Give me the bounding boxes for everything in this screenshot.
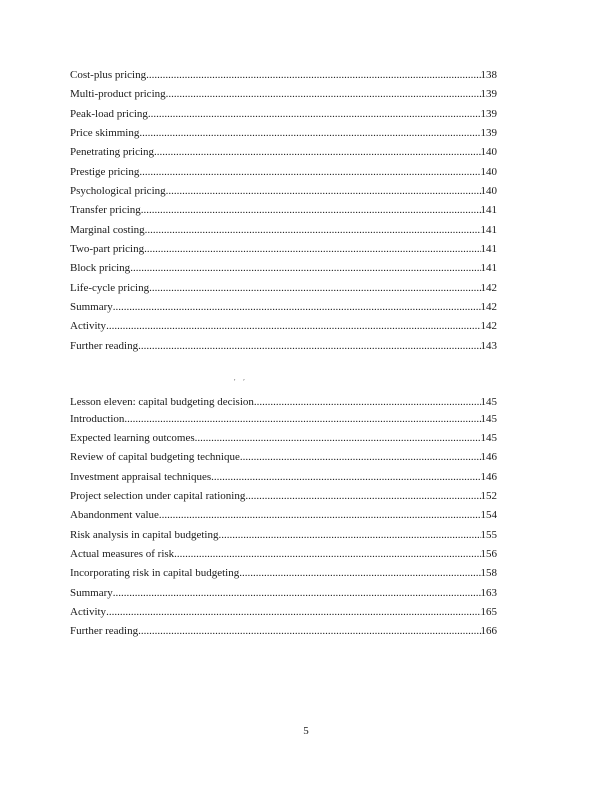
toc-entry-page-number: 139 bbox=[480, 107, 497, 120]
toc-entry-label: Transfer pricing bbox=[70, 204, 141, 217]
toc-entry-page-number: 143 bbox=[480, 339, 497, 352]
dot-leader bbox=[106, 603, 480, 622]
toc-entry bbox=[70, 66, 497, 85]
dot-leader bbox=[154, 143, 480, 162]
toc-entry bbox=[70, 337, 497, 356]
page-number: 5 bbox=[303, 725, 309, 737]
toc-entry bbox=[70, 545, 497, 564]
toc-entry-page-number: 154 bbox=[480, 509, 497, 522]
toc-entry-label: Penetrating pricing bbox=[70, 146, 155, 159]
toc-entry-page-number: 139 bbox=[480, 88, 497, 101]
toc-entry bbox=[70, 410, 497, 429]
toc-entry-label: Abandonment value bbox=[70, 509, 159, 522]
toc-entry-page-number: 141 bbox=[480, 243, 497, 256]
table-of-contents bbox=[70, 66, 497, 642]
dot-leader bbox=[166, 85, 481, 104]
toc-entry-page-number: 158 bbox=[480, 567, 497, 580]
dot-leader bbox=[130, 259, 480, 278]
toc-section-2 bbox=[70, 395, 497, 642]
toc-entry bbox=[70, 448, 497, 467]
toc-entry-label: Lesson eleven: capital budgeting decision bbox=[70, 396, 254, 409]
toc-entry-page-number: 145 bbox=[480, 432, 497, 444]
toc-entry-label: Investment appraisal techniques bbox=[70, 470, 212, 483]
toc-entry-label: Price skimming bbox=[70, 127, 140, 140]
toc-entry-label: Actual measures of risk bbox=[70, 548, 175, 561]
dot-leader bbox=[139, 163, 480, 182]
toc-entry-page-number: 163 bbox=[480, 586, 497, 599]
toc-entry bbox=[70, 105, 497, 124]
dot-leader bbox=[148, 105, 481, 124]
dot-leader bbox=[245, 487, 480, 506]
toc-entry-label: Project selection under capital rationing bbox=[70, 490, 246, 503]
toc-entry-label: Block pricing bbox=[70, 262, 131, 275]
toc-entry-page-number: 152 bbox=[480, 490, 497, 503]
dot-leader bbox=[174, 545, 480, 564]
toc-entry bbox=[70, 124, 497, 143]
toc-entry-page-number: 142 bbox=[480, 281, 497, 294]
dot-leader bbox=[254, 395, 481, 410]
toc-entry-label: Expected learning outcomes bbox=[70, 432, 195, 444]
toc-entry-label: Incorporating risk in capital budgeting bbox=[70, 567, 240, 580]
toc-entry-page-number: 142 bbox=[480, 301, 497, 314]
stray-marks: ′ ′ bbox=[234, 378, 248, 386]
toc-entry bbox=[70, 279, 497, 298]
toc-entry-label: Further reading bbox=[70, 625, 139, 638]
toc-entry-label: Introduction bbox=[70, 412, 125, 425]
toc-entry bbox=[70, 85, 497, 104]
toc-entry-page-number: 155 bbox=[480, 528, 497, 541]
toc-entry bbox=[70, 622, 497, 641]
toc-entry-label: Psychological pricing bbox=[70, 185, 166, 198]
toc-section-1 bbox=[70, 66, 497, 356]
toc-entry bbox=[70, 298, 497, 317]
toc-entry-label: Prestige pricing bbox=[70, 165, 140, 178]
toc-entry-page-number: 145 bbox=[480, 412, 497, 425]
toc-entry-page-number: 141 bbox=[480, 262, 497, 275]
toc-entry bbox=[70, 429, 497, 448]
dot-leader bbox=[239, 564, 480, 583]
toc-entry-page-number: 146 bbox=[480, 470, 497, 483]
dot-leader bbox=[144, 240, 480, 259]
dot-leader bbox=[106, 317, 480, 336]
toc-entry-label: Review of capital budgeting technique bbox=[70, 451, 240, 464]
toc-entry bbox=[70, 240, 497, 259]
dot-leader bbox=[138, 622, 480, 641]
toc-entry bbox=[70, 143, 497, 162]
dot-leader bbox=[141, 201, 481, 220]
toc-entry-label: Summary bbox=[70, 301, 113, 314]
toc-entry bbox=[70, 317, 497, 336]
toc-entry-label: Peak-load pricing bbox=[70, 107, 148, 120]
dot-leader bbox=[113, 298, 481, 317]
dot-leader bbox=[146, 66, 480, 85]
toc-entry-page-number: 141 bbox=[480, 204, 497, 217]
toc-entry-label: Multi-product pricing bbox=[70, 88, 166, 101]
toc-entry bbox=[70, 468, 497, 487]
toc-entry-label: Two-part pricing bbox=[70, 243, 145, 256]
toc-entry-label: Summary bbox=[70, 586, 113, 599]
toc-entry-page-number: 142 bbox=[480, 320, 497, 333]
toc-entry-page-number: 145 bbox=[480, 396, 497, 409]
dot-leader bbox=[138, 337, 480, 356]
toc-entry-label: Activity bbox=[70, 606, 107, 619]
toc-entry-page-number: 146 bbox=[480, 451, 497, 464]
toc-entry-page-number: 141 bbox=[480, 223, 497, 236]
toc-entry bbox=[70, 259, 497, 278]
dot-leader bbox=[240, 448, 481, 467]
toc-entry bbox=[70, 201, 497, 220]
toc-entry bbox=[70, 395, 497, 410]
toc-entry-page-number: 140 bbox=[480, 146, 497, 159]
toc-entry bbox=[70, 163, 497, 182]
dot-leader bbox=[195, 429, 481, 448]
toc-entry bbox=[70, 487, 497, 506]
dot-leader bbox=[113, 584, 481, 603]
toc-entry-page-number: 140 bbox=[480, 165, 497, 178]
dot-leader bbox=[166, 182, 481, 201]
toc-entry-page-number: 166 bbox=[480, 625, 497, 638]
toc-entry-page-number: 165 bbox=[480, 606, 497, 619]
toc-entry-label: Activity bbox=[70, 320, 107, 333]
dot-leader bbox=[218, 526, 480, 545]
dot-leader bbox=[139, 124, 480, 143]
toc-entry bbox=[70, 564, 497, 583]
toc-entry bbox=[70, 526, 497, 545]
toc-entry-page-number: 139 bbox=[480, 127, 497, 140]
toc-entry-label: Further reading bbox=[70, 339, 139, 352]
toc-entry bbox=[70, 182, 497, 201]
dot-leader bbox=[159, 506, 481, 525]
dot-leader bbox=[145, 221, 481, 240]
toc-entry bbox=[70, 584, 497, 603]
toc-entry-page-number: 140 bbox=[480, 185, 497, 198]
toc-entry-label: Marginal costing bbox=[70, 223, 145, 236]
toc-entry-page-number: 156 bbox=[480, 548, 497, 561]
toc-entry bbox=[70, 221, 497, 240]
toc-entry-label: Life-cycle pricing bbox=[70, 281, 150, 294]
toc-entry-label: Risk analysis in capital budgeting bbox=[70, 528, 219, 541]
dot-leader bbox=[211, 468, 480, 487]
dot-leader bbox=[124, 410, 480, 429]
toc-entry bbox=[70, 603, 497, 622]
dot-leader bbox=[149, 279, 480, 298]
toc-entry-page-number: 138 bbox=[480, 69, 497, 81]
toc-entry-label: Cost-plus pricing bbox=[70, 69, 147, 81]
toc-entry bbox=[70, 506, 497, 525]
